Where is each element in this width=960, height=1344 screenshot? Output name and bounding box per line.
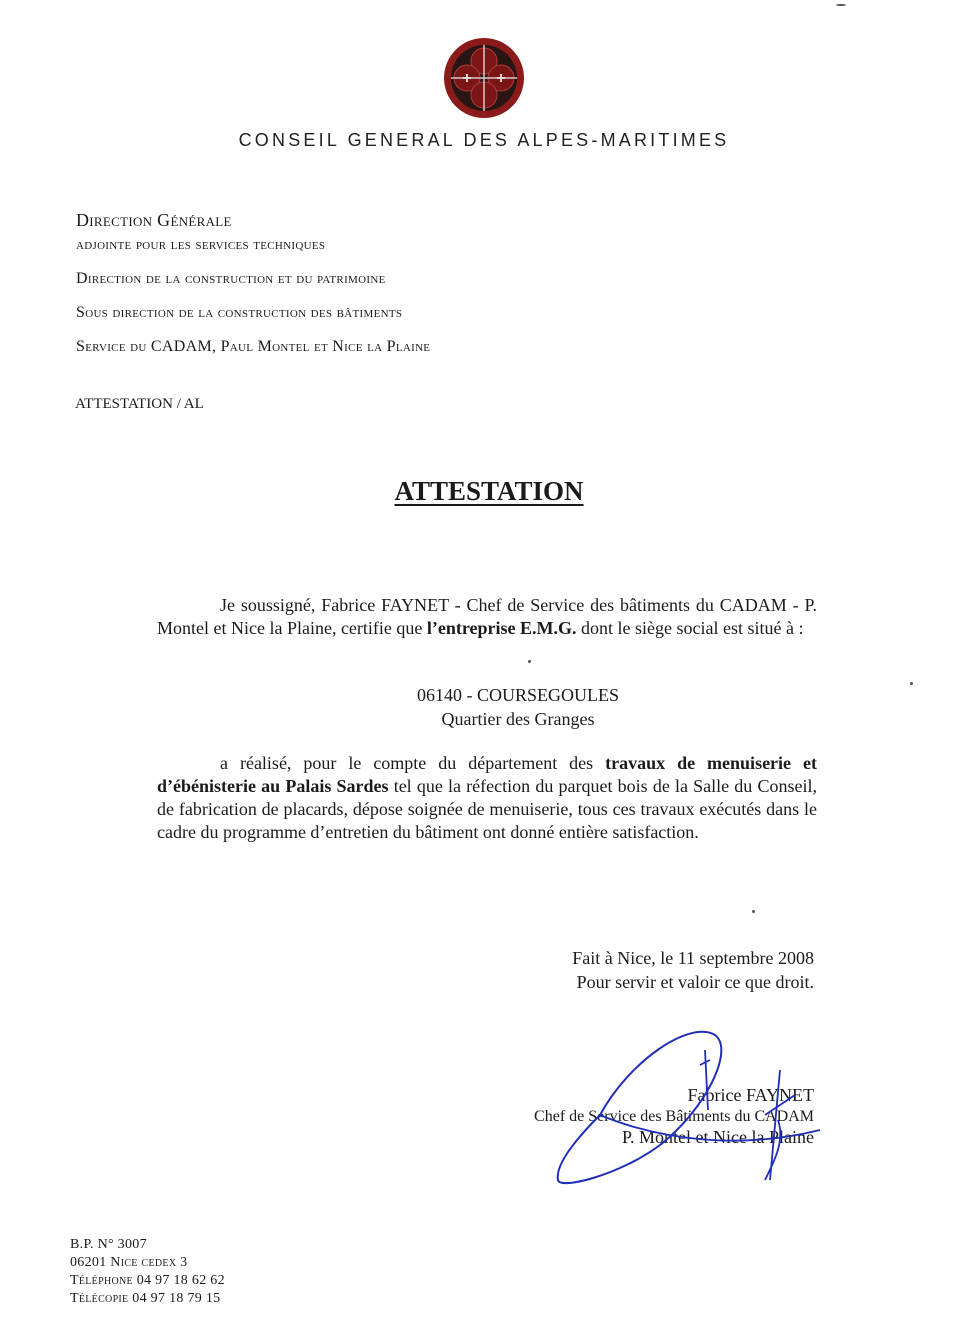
coat-of-arms-icon bbox=[443, 37, 525, 119]
organization-name: CONSEIL GENERAL DES ALPES-MARITIMES bbox=[238, 130, 730, 150]
scan-speck bbox=[528, 660, 531, 663]
scan-speck bbox=[836, 4, 846, 6]
para1-text-a: Je soussigné, Fabrice FAYNET - Chef de Service des bâtiments du CADAM - P. Montel et Nice la Plaine, certifie que bbox=[157, 595, 817, 638]
paragraph-works bbox=[157, 752, 817, 844]
signatory-role: Chef de Service des Bâtiments du CADAM bbox=[534, 1108, 814, 1125]
document-reference: ATTESTATION / AL bbox=[75, 396, 204, 412]
para2-text-a: a réalisé, pour le compte du département des bbox=[220, 753, 606, 773]
header-direction-construction: Direction de la construction et du patrimoine bbox=[76, 270, 386, 287]
address-line-1: 06140 - COURSEGOULES bbox=[416, 685, 619, 705]
document-title: ATTESTATION bbox=[394, 476, 584, 506]
place-date: Fait à Nice, le 11 septembre 2008 bbox=[572, 948, 814, 968]
header-sous-direction: Sous direction de la construction des bâtiments bbox=[76, 304, 403, 321]
header-service: Service du CADAM, Paul Montel et Nice la Plaine bbox=[76, 338, 431, 355]
handwritten-signature bbox=[540, 1020, 840, 1200]
header-direction-generale: Direction Générale bbox=[76, 210, 232, 230]
scan-speck bbox=[752, 910, 755, 913]
paragraph-certification bbox=[157, 594, 817, 640]
address-line-2: Quartier des Granges bbox=[441, 709, 595, 729]
footer-contact bbox=[70, 1236, 225, 1308]
footer-phone: Téléphone 04 97 18 62 62 bbox=[70, 1273, 225, 1288]
para2-text-c: tel que la réfection du parquet bois de la Salle du Conseil, de fabrication de placards, dépose soignée de menuiserie, tous ces travaux exécutés dans le cadre du programme d’entretien du bâtiment ont donné entière satisfaction. bbox=[157, 776, 817, 842]
footer-city: 06201 Nice cedex 3 bbox=[70, 1255, 188, 1270]
header-adjointe: adjointe pour les services techniques bbox=[76, 236, 326, 253]
council-logo bbox=[443, 37, 525, 119]
footer-fax: Télécopie 04 97 18 79 15 bbox=[70, 1291, 221, 1306]
footer-po-box: B.P. N° 3007 bbox=[70, 1237, 147, 1252]
closing-formula: Pour servir et valoir ce que droit. bbox=[576, 972, 814, 992]
signatory-name: Fabrice FAYNET bbox=[687, 1085, 814, 1105]
scan-speck bbox=[910, 682, 913, 685]
signatory-sites: P. Montel et Nice la Plaine bbox=[622, 1127, 814, 1147]
para1-text-c: dont le siège social est situé à : bbox=[576, 618, 804, 638]
place-date-block bbox=[572, 946, 814, 994]
company-address bbox=[0, 683, 960, 731]
works-description: travaux de menuiserie et d’ébénisterie au Palais Sardes bbox=[157, 753, 817, 796]
company-name: l’entreprise E.M.G. bbox=[426, 618, 577, 638]
